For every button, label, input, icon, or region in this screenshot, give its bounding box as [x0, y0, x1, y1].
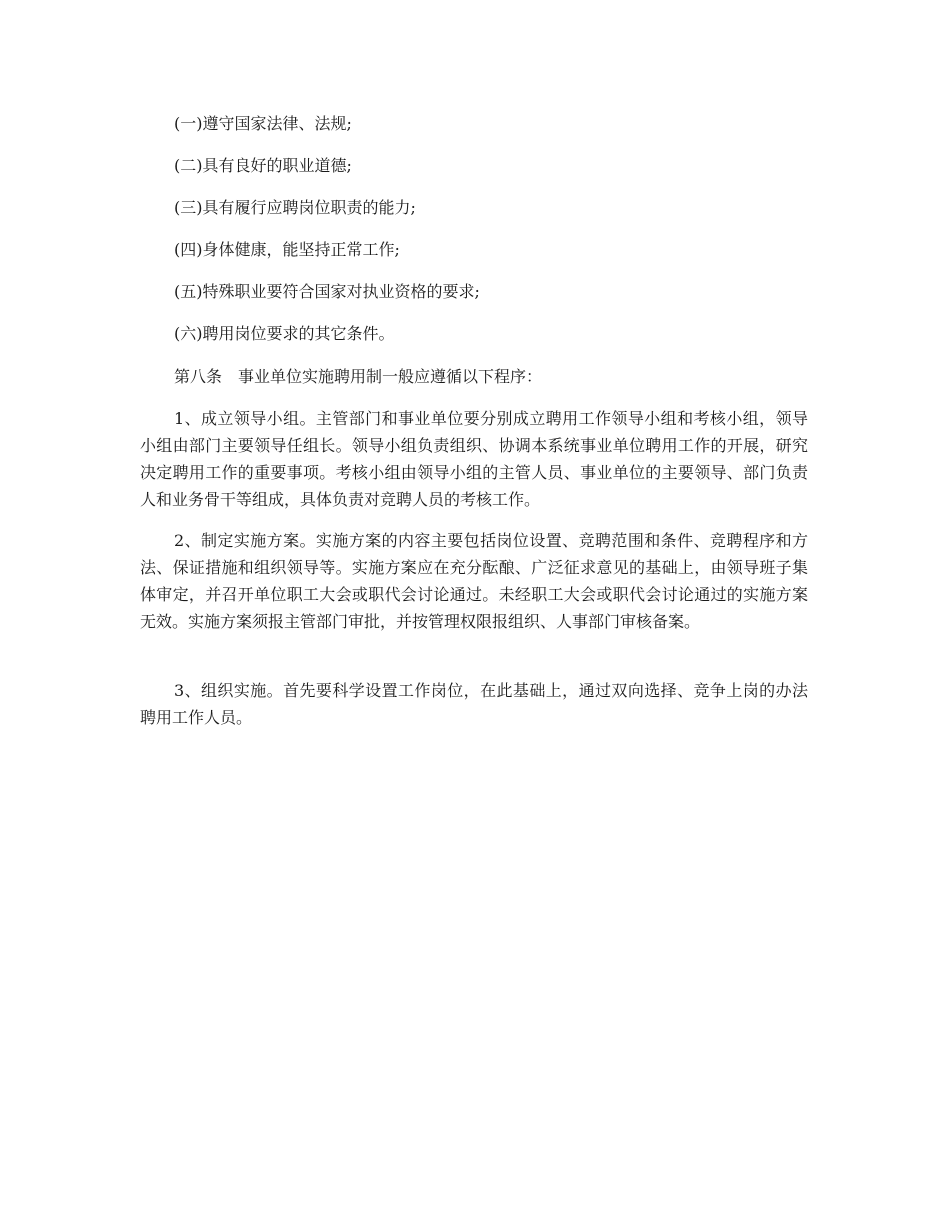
condition-item-3: (三)具有履行应聘岗位职责的能力;	[174, 198, 416, 217]
condition-item-2: (二)具有良好的职业道德;	[174, 156, 352, 175]
condition-item-5: (五)特殊职业要符合国家对执业资格的要求;	[174, 282, 480, 301]
condition-item-1: (一)遵守国家法律、法规;	[174, 114, 352, 133]
condition-item-6: (六)聘用岗位要求的其它条件。	[174, 324, 395, 343]
procedure-paragraph-3: 3、组织实施。首先要科学设置工作岗位，在此基础上，通过双向选择、竞争上岗的办法聘用工作人员。	[140, 681, 808, 727]
condition-item-4: (四)身体健康，能坚持正常工作;	[174, 240, 400, 259]
procedure-paragraph-1: 1、成立领导小组。主管部门和事业单位要分别成立聘用工作领导小组和考核小组，领导小组由部门主要领导任组长。领导小组负责组织、协调本系统事业单位聘用工作的开展，研究决定聘用工作的重要事项。考核小组由领导小组的主管人员、事业单位的主要领导、部门负责人和业务骨干等组成，具体负责对竞聘人员的考核工作。	[140, 409, 808, 509]
article-heading: 第八条 事业单位实施聘用制一般应遵循以下程序：	[174, 367, 543, 386]
procedure-paragraph-2: 2、制定实施方案。实施方案的内容主要包括岗位设置、竞聘范围和条件、竞聘程序和方法、保证措施和组织领导等。实施方案应在充分酝酿、广泛征求意见的基础上，由领导班子集体审定，并召开单位职工大会或职代会讨论通过。未经职工大会或职代会讨论通过的实施方案无效。实施方案须报主管部门审批，并按管理权限报组织、人事部门审核备案。	[140, 531, 808, 631]
